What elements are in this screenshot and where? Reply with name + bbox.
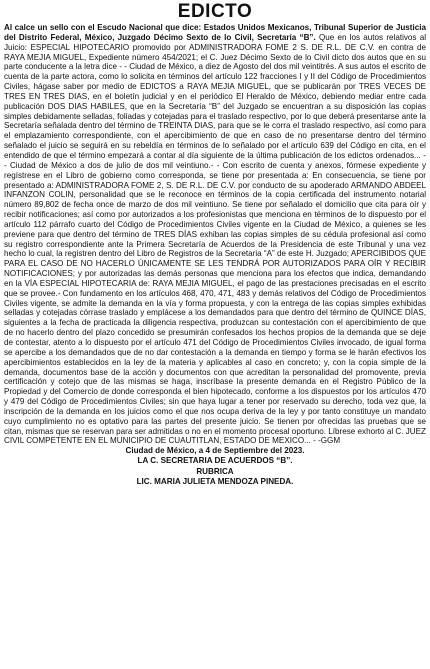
notice-text: Que en los autos relativos al Juicio: ESPECIAL HIPOTECARIO promovido por ADMINISTRADORA FOME 2 S. DE R.L. DE C.V. en contra de RAYA MEJIA MIGUEL, Expediente número 454/2021; el C. Juez Décimo Sexto de lo Civil dicto dos autos que en su parte conducente a la letra dice - - Ciudad de México, a diez de Agosto del dos mil veintitrés. A sus autos el escrito de cuenta de la parte actora, como lo solicita en términos del artículo 122 fracciones I y II del Código de Procedimientos Civiles, hágase saber por medio de EDICTOS a RAYA MEJIA MIGUEL, que se publicarán por TRES VECES DE TRES EN TRES DIAS, en el boletín judicial y en el periódico El Heraldo de México, debiendo mediar entre cada publicación DOS DIAS HABILES, que en la Secretaría “B” del Juzgado se encuentran a su disposición las copias simples debidamente selladas, foliadas y cotejadas para el traslado respectivo, por lo que deberá presentarse ante la Secretaría señalada dentro del término de TREINTA DIAS, para que se le corra el traslado respectivo, así como para el emplazamiento correspondiente, con el apercibimiento de que en caso de no presentarse dentro del término señalado el juicio se seguirá en su rebeldía en términos de lo señalado por el artículo 639 del Código en cita, en el entendido de que el término empezará a contar al día siguiente de la última publicación de los edictos ordenados... - - Ciudad de México a dos de julio de dos mil veintiuno.- - Con escrito de cuenta y anexos, fórmese expediente y regístrese en el Libro de gobierno como corresponda, se tiene por presentada a: En consecuencia, se tiene por presentado a: ADMINISTRADORA FOME 2, S. DE R.L. DE C.V. por conducto de su apoderado ARMANDO ABDEEL INFANZON COLIN, personalidad que se le reconoce en términos de la copia certificada del instrumento notarial número 89,802 de fecha once de marzo de dos mil veintiuno. Se tiene por señalado el domicilio que cita para oír y recibir notificaciones; así como por autorizados a los profesionistas que menciona en términos de lo dispuesto por el artículo 112 párrafo cuarto del Código de Procedimientos Civiles vigente en la Ciudad de México, a quienes se les previene para que dentro del término de TRES DÍAS exhiban las copias simples de su cédula profesional así como su registro correspondiente ante la Primera Secretaría de Acuerdos de la Presidencia de este Tribunal y una vez hecho lo cual, la registren dentro del Libro de Registros de la Secretaria “A” de este H. Juzgado; APERCIBIDOS QUE PARA EL CASO DE NO HACERLO ÚNICAMENTE SE LES TENDRÁ POR AUTORIZADOS PARA OÍR Y RECIBIR NOTIFICACIONES; y por autorizadas las demás personas que menciona para los efectos que indica, demandando en la VÍA ESPECIAL HIPOTECARIA de: RAYA MEJIA MIGUEL, el pago de las prestaciones precisadas en el escrito que se provee.- Con fundamento en los artículos 468, 470, 471, 483 y demás relativos del Código de Procedimientos Civiles vigente, se admite la demanda en la vía y forma propuesta, y con la entrega de las copias simples exhibidas selladas y cotejadas córrase traslado y emplácese a los demandados para que dentro del término de QUINCE DÍAS, siguientes a la fecha de practicada la diligencia respectiva, produzcan su contestación con el apercibimiento de que de no hacerlo dentro del plazo concedido se presumirán confesados los hechos propios de la demanda que se deje de contestar, atento a lo dispuesto por el artículo 471 del Código de Procedimientos Civiles invocado, de igual forma se apercibe a los demandados que de no dar contestación a la demanda en tiempo y forma se le harán efectivos los apercibimientos establecidos en la ley de la materia y aplicables al caso en concreto; y, con la copia simple de la demanda, documentos base de la acción y documentos con que acreditan la personalidad del promovente, previa certificación y cotejo que de las mismas se haga, inscríbase la presente demanda en el Registro Público de la Propiedad y del Comercio de donde corresponda el bien hipotecado, conforme a los dispuestos por los artículos 470 y 479 del Código de Procedimientos Civiles; sin que haya lugar a tener por reservado su derecho, toda vez que, la inscripción de la demanda en los juicios como el que nos ocupa deriva de la ley y por tanto constituye un mandato cuyo cumplimiento no es optativo para las partes del presente juicio. Se tienen por ofrecidas las pruebas que se citan, mismas que se reservan para ser admitidas o no en el momento procesal oportuno. Líbrese exhorto al C. JUEZ CIVIL COMPETENTE EN EL MUNICIPIO DE CUAUTITLAN, ESTADO DE MEXICO... - -GGM (4, 32, 426, 446)
signer-role: LA C. SECRETARIA DE ACUERDOS “B”. (137, 456, 293, 466)
notice-body (4, 23, 426, 446)
signer-name: LIC. MARIA JULIETA MENDOZA PINEDA. (136, 476, 294, 486)
notice-title: EDICTO (177, 1, 253, 22)
notice-date: Ciudad de México, a 4 de Septiembre del 2023. (125, 446, 305, 456)
notice-header: Al calce un sello con el Escudo Nacional que dice: Estados Unidos Mexicanos, Tribunal Superior de Justicia del Distrito Federal, México, Juzgado Décimo Sexto de lo Civil, Secretaría “B”. (4, 23, 426, 42)
signature-note: RUBRICA (196, 466, 234, 476)
